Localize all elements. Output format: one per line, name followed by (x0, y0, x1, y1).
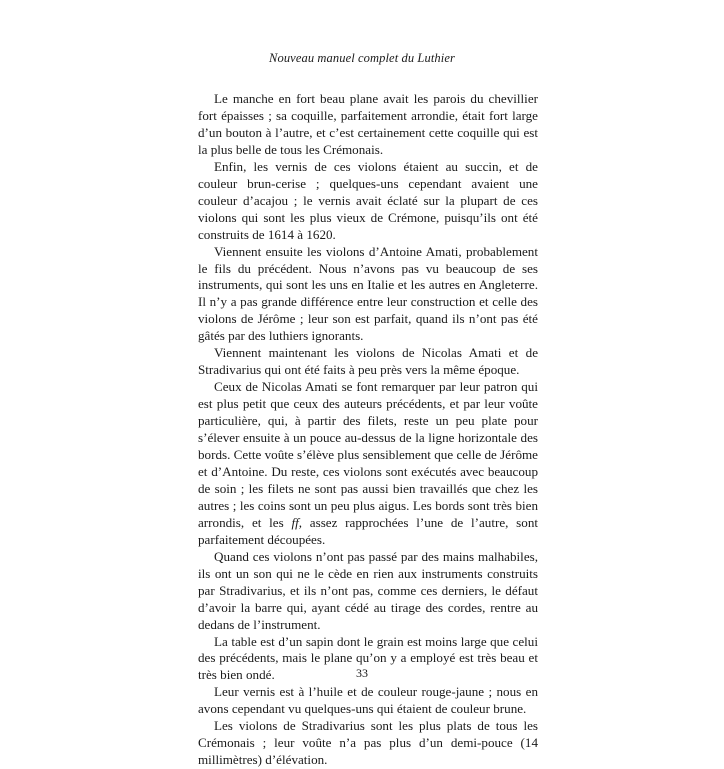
paragraph (198, 549, 538, 634)
paragraph (198, 718, 538, 769)
running-head: Nouveau manuel complet du Luthier (269, 51, 455, 65)
paragraph (198, 91, 538, 159)
paragraph-text: Enfin, les vernis de ces violons étaient au succin, et de couleur brun-cerise ; quelques-uns cependant avaient une couleur d’acajou ; le vernis avait éclaté sur la plupart de ces violons qui sont les plus vieux de Crémone, puisqu’ils ont été construits de 1614 à 1620. (198, 158, 538, 242)
italic-term-ff: ff, (291, 514, 303, 530)
paragraph-text: Quand ces violons n’ont pas passé par des mains malhabiles, ils ont un son qui ne le cède en rien aux instruments construits par Stradivarius, et ils n’ont pas, comme ces derniers, le défaut d’avoir la barre qui, ayant cédé au tirage des cordes, rentre au dedans de l’instrument. (198, 548, 538, 632)
paragraph (198, 159, 538, 244)
paragraph-text: La table est d’un sapin dont le grain est moins large que celui des précédents, mais le plane qu’on y a employé est très beau et très bien ondé. (198, 633, 538, 683)
page-number: 33 (356, 666, 368, 680)
paragraph (198, 379, 538, 549)
paragraph (198, 345, 538, 379)
paragraph-text: assez rapprochées l’une de l’autre, sont parfaitement découpées. (198, 514, 539, 547)
paragraph (198, 684, 538, 718)
paragraph (198, 244, 538, 346)
paragraph-text: Le manche en fort beau plane avait les parois du chevillier fort épaisses ; sa coquille, parfaitement arrondie, était fort large d’un bouton à l’autre, et c’est certainement cette coquille qui est la plus belle de tous les Crémonais. (198, 91, 538, 157)
paragraph-text: Viennent ensuite les violons d’Antoine Amati, probablement le fils du précédent. Nous n’avons pas vu beaucoup de ses instruments, qui sont les uns en Italie et les autres en Angleterre. Il n’y a pas grande différence entre leur construction et celle des violons de Jérôme ; leur son est parfait, quand ils n’ont pas été gâtés par des luthiers ignorants. (198, 243, 538, 344)
paragraph-text: Les violons de Stradivarius sont les plus plats de tous les Crémonais ; leur voûte n’a pas plus d’un demi-pouce (14 millimètres) d’élévation. (198, 718, 538, 768)
paragraph-text: Leur vernis est à l’huile et de couleur rouge-jaune ; nous en avons cependant vu quelques-uns qui étaient de couleur brune. (198, 684, 538, 717)
paragraph-text: Viennent maintenant les violons de Nicolas Amati et de Stradivarius qui ont été faits à peu près vers la même époque. (198, 345, 538, 378)
paragraph-text: Ceux de Nicolas Amati se font remarquer par leur patron qui est plus petit que ceux des auteurs précédents, et par leur voûte particulière, qui, à partir des filets, reste un peu plate pour s’élever ensuite à un pouce au-dessus de la ligne horizontale des bords. Cette voûte s’élève plus sensiblement que celle de Jérôme et d’Antoine. Du reste, ces violons sont exécutés avec beaucoup de soin ; les filets ne sont pas aussi bien travaillés que chez les autres ; les coins sont un peu plus aigus. Les bords sont très bien arrondis, et les (198, 379, 538, 530)
